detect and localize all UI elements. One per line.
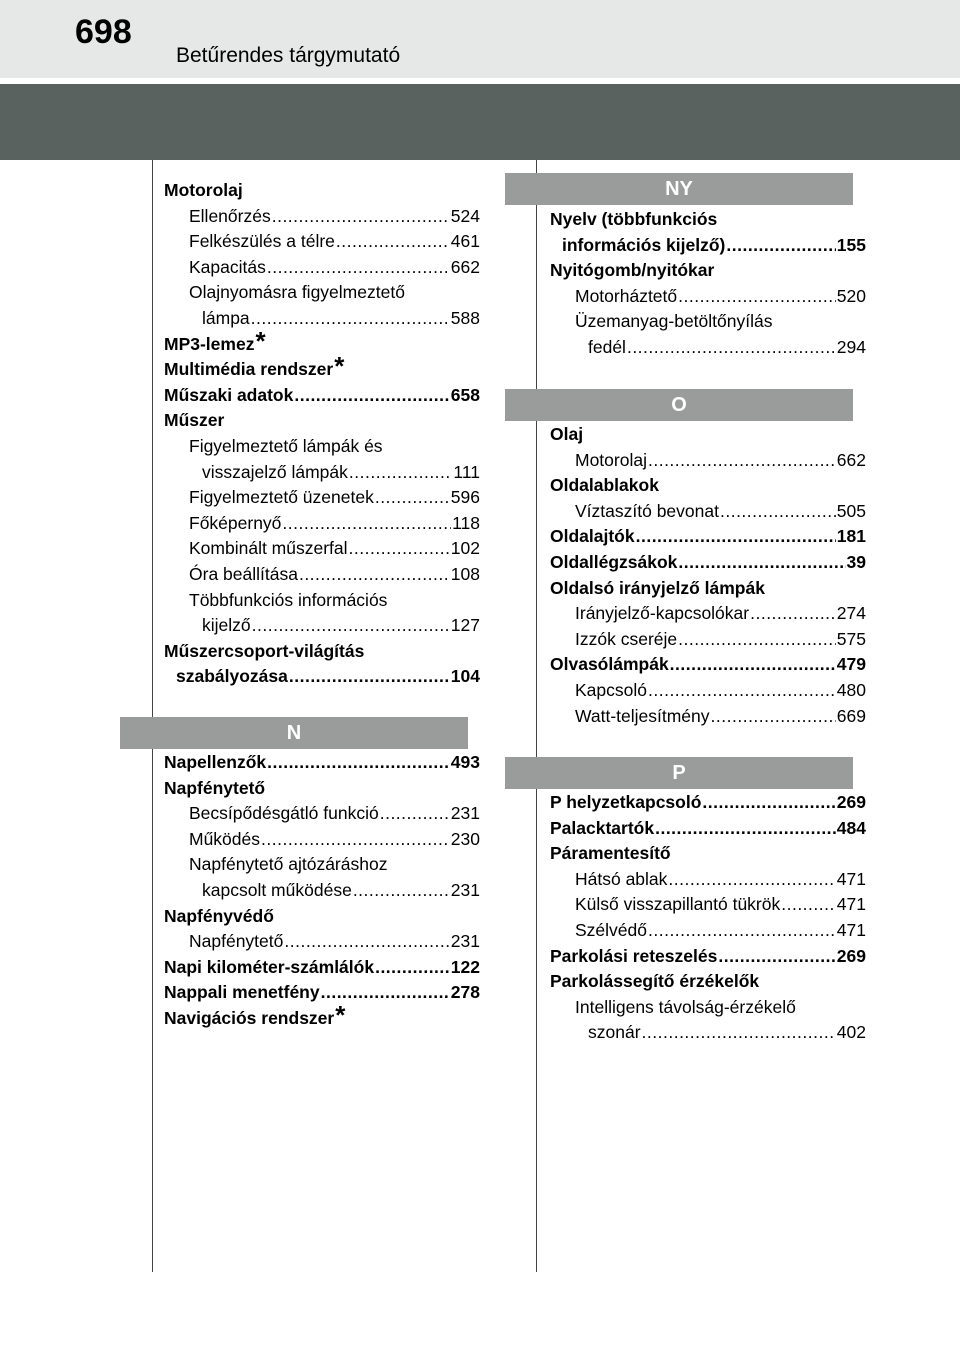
- entry-term: Parkolássegítő érzékelők: [550, 971, 760, 992]
- dot-leader: [282, 511, 451, 537]
- page-ref: 102: [450, 538, 480, 559]
- index-entry: Navigációs rendszer *: [164, 999, 346, 1030]
- index-entry: [550, 652, 866, 678]
- entry-term: Becsípődésgátló funkció: [189, 803, 379, 824]
- index-entry: [164, 955, 480, 981]
- index-entry: [164, 536, 480, 562]
- index-list-p: [550, 790, 866, 1046]
- entry-term: Ellenőrzés: [189, 205, 271, 226]
- entry-term: Watt-teljesítmény: [575, 705, 710, 726]
- entry-term: Olaj: [550, 424, 584, 444]
- dot-leader: [702, 790, 835, 816]
- entry-term: Nyitógomb/nyitókar: [550, 260, 715, 281]
- index-entry: [550, 627, 866, 653]
- dot-leader: [349, 460, 453, 486]
- dot-leader: [718, 944, 835, 970]
- page-ref: 118: [452, 512, 480, 533]
- index-entry: [550, 704, 866, 730]
- page-ref: 230: [450, 828, 480, 849]
- index-entry: Multimédia rendszer *: [164, 351, 345, 382]
- dot-leader: [750, 601, 836, 627]
- dot-leader: [294, 383, 449, 409]
- dot-leader: [380, 801, 450, 827]
- entry-term: Szélvédő: [575, 919, 647, 940]
- index-entry: [550, 207, 866, 233]
- page-ref: 471: [836, 894, 866, 915]
- page-number: 698: [75, 13, 132, 51]
- header-band: [0, 84, 960, 160]
- index-entry: [164, 178, 480, 204]
- page-ref: 479: [836, 654, 866, 675]
- index-entry: [550, 867, 866, 893]
- dot-leader: [648, 918, 836, 944]
- entry-term: Külső visszapillantó tükrök: [575, 894, 781, 915]
- page-ref: 181: [836, 526, 866, 547]
- section-header-n: N: [120, 717, 468, 749]
- index-entry: [164, 255, 480, 281]
- index-entry: [550, 258, 866, 284]
- index-entry: [550, 892, 866, 918]
- index-list-ny: [550, 207, 866, 361]
- index-entry: [164, 280, 480, 306]
- page-ref: 274: [836, 603, 866, 624]
- page-ref: 155: [836, 234, 866, 255]
- index-entry: [164, 460, 480, 486]
- index-entry: [550, 473, 866, 499]
- entry-term: Műszer: [164, 410, 225, 431]
- page-ref: 269: [836, 792, 866, 812]
- dot-leader: [267, 750, 450, 776]
- page-ref: 596: [450, 487, 480, 508]
- index-entry: [164, 878, 480, 904]
- index-entry: [164, 980, 480, 1006]
- index-entry: [550, 944, 866, 970]
- index-entry: [164, 776, 480, 802]
- index-entry: [164, 929, 480, 955]
- entry-term: Működés: [189, 828, 261, 849]
- index-entry: [550, 448, 866, 474]
- dot-leader: [678, 627, 836, 653]
- dot-leader: [720, 499, 836, 525]
- index-entry: [550, 918, 866, 944]
- entry-term: MP3-lemez: [164, 333, 255, 354]
- right-column-rule: [536, 160, 537, 1272]
- index-entry: [550, 550, 866, 576]
- dot-leader: [636, 524, 836, 550]
- index-entry: [550, 576, 866, 602]
- entry-term: szonár: [588, 1022, 641, 1043]
- index-entry: [164, 852, 480, 878]
- entry-term: Motorháztető: [575, 285, 678, 306]
- index-entry: [550, 1020, 866, 1046]
- section-header-p: P: [505, 757, 853, 789]
- entry-term: szabályozása: [176, 666, 288, 687]
- index-entry: [164, 588, 480, 614]
- entry-term: Figyelmeztető lámpák és: [189, 435, 383, 456]
- entry-term: kapcsolt működése: [202, 879, 352, 900]
- entry-term: Olvasólámpák: [550, 654, 669, 675]
- index-entry: [164, 904, 480, 930]
- page-ref: 524: [450, 205, 480, 226]
- page-ref: 471: [836, 919, 866, 940]
- index-entry: [550, 816, 866, 842]
- entry-term: Parkolási reteszelés: [550, 945, 718, 966]
- index-entry: [164, 229, 480, 255]
- index-entry: [550, 601, 866, 627]
- index-entry: [164, 204, 480, 230]
- index-entry: MP3-lemez *: [164, 325, 266, 356]
- index-entry: [550, 284, 866, 310]
- dot-leader: [648, 678, 836, 704]
- index-entry: [164, 562, 480, 588]
- dot-leader: [272, 204, 450, 230]
- page-ref: 127: [450, 615, 480, 636]
- entry-term: információs kijelző): [562, 234, 726, 255]
- entry-term: Többfunkciós információs: [189, 589, 388, 610]
- index-entry: [164, 613, 480, 639]
- entry-term: lámpa: [202, 307, 250, 328]
- entry-term: Motorolaj: [575, 449, 647, 470]
- entry-term: Napfénytető ajtózáráshoz: [189, 854, 388, 875]
- page-ref: 662: [836, 449, 866, 470]
- dot-leader: [678, 550, 845, 576]
- index-entry: [550, 422, 866, 448]
- entry-term: Palacktartók: [550, 817, 655, 838]
- entry-term: Nyelv (többfunkciós: [550, 209, 718, 229]
- page-ref: 231: [450, 803, 480, 824]
- dot-leader: [678, 284, 836, 310]
- entry-term: Oldalajtók: [550, 526, 635, 547]
- index-entry: [164, 750, 480, 776]
- section-header-ny: NY: [505, 173, 853, 205]
- index-entry: [550, 841, 866, 867]
- entry-term: Irányjelző-kapcsolókar: [575, 603, 750, 624]
- entry-term: Üzemanyag-betöltőnyílás: [575, 311, 773, 332]
- entry-term: Intelligens távolság-érzékelő: [575, 996, 796, 1017]
- page-ref: 278: [450, 982, 480, 1003]
- dot-leader: [353, 878, 450, 904]
- page-ref: 471: [836, 868, 866, 889]
- entry-term: Műszercsoport-világítás: [164, 640, 365, 661]
- entry-term: fedél: [588, 336, 626, 357]
- dot-leader: [267, 255, 450, 281]
- entry-term: Napi kilométer-számlálók: [164, 956, 375, 977]
- dot-leader: [726, 233, 835, 259]
- page-ref: 658: [450, 384, 480, 405]
- page-ref: 111: [453, 461, 480, 482]
- dot-leader: [627, 335, 836, 361]
- dot-leader: [261, 827, 450, 853]
- entry-term: Kapcsoló: [575, 679, 647, 700]
- entry-term: Motorolaj: [164, 180, 243, 200]
- page-ref: 575: [836, 628, 866, 649]
- index-entry: [164, 306, 480, 332]
- entry-term: Víztaszító bevonat: [575, 500, 719, 521]
- entry-term: Páramentesítő: [550, 843, 671, 864]
- index-entry: [550, 233, 866, 259]
- entry-term: P helyzetkapcsoló: [550, 792, 702, 812]
- page-ref: 484: [836, 817, 866, 838]
- page-ref: 39: [846, 551, 866, 572]
- entry-term: Napellenzők: [164, 752, 267, 772]
- page-ref: 231: [450, 931, 480, 952]
- entry-term: Nappali menetfény: [164, 982, 320, 1003]
- page-ref: 294: [836, 336, 866, 357]
- entry-term: Főképernyő: [189, 512, 282, 533]
- entry-term: Műszaki adatok: [164, 384, 294, 405]
- header-bar: [0, 0, 960, 78]
- dot-leader: [655, 816, 836, 842]
- index-entry: [550, 524, 866, 550]
- dot-leader: [349, 536, 450, 562]
- page-ref: 122: [450, 956, 480, 977]
- page-ref: 669: [836, 705, 866, 726]
- index-entry: [164, 485, 480, 511]
- dot-leader: [642, 1020, 836, 1046]
- index-entry: [550, 969, 866, 995]
- index-entry: [164, 639, 480, 665]
- dot-leader: [284, 929, 449, 955]
- entry-term: Kapacitás: [189, 256, 266, 277]
- page-ref: 520: [836, 285, 866, 306]
- entry-term: Oldallégzsákok: [550, 551, 678, 572]
- entry-term: visszajelző lámpák: [202, 461, 348, 482]
- index-entry: [550, 678, 866, 704]
- index-entry: [550, 335, 866, 361]
- dot-leader: [336, 229, 450, 255]
- index-entry: [164, 408, 480, 434]
- dot-leader: [252, 613, 450, 639]
- entry-term: Figyelmeztető üzenetek: [189, 487, 374, 508]
- entry-term: Óra beállítása: [189, 563, 298, 584]
- entry-term: Izzók cseréje: [575, 628, 678, 649]
- page-ref: 461: [450, 231, 480, 252]
- index-entry: [164, 434, 480, 460]
- index-entry: [550, 309, 866, 335]
- index-entry: [550, 995, 866, 1021]
- index-entry: [550, 499, 866, 525]
- entry-term: Oldalsó irányjelző lámpák: [550, 577, 765, 598]
- dot-leader: [375, 485, 450, 511]
- dot-leader: [251, 306, 450, 332]
- index-list-o: [550, 422, 866, 729]
- entry-term: Oldalablakok: [550, 475, 659, 496]
- dot-leader: [781, 892, 836, 918]
- index-entry: [164, 827, 480, 853]
- dot-leader: [648, 448, 836, 474]
- index-entry: [164, 801, 480, 827]
- index-entry: [164, 511, 480, 537]
- entry-term: kijelző: [202, 615, 251, 636]
- page-ref: 493: [450, 752, 480, 772]
- index-entry: [550, 790, 866, 816]
- page-ref: 505: [836, 500, 866, 521]
- page-ref: 662: [450, 256, 480, 277]
- section-header-o: O: [505, 389, 853, 421]
- entry-term: Napfénytető: [164, 777, 266, 798]
- index-entry: [164, 664, 480, 690]
- index-list-n: [164, 750, 480, 1032]
- dot-leader: [289, 664, 450, 690]
- index-entry: [164, 383, 480, 409]
- page-ref: 108: [450, 563, 480, 584]
- dot-leader: [375, 955, 450, 981]
- page-title: Betűrendes tárgymutató: [176, 44, 401, 67]
- page-ref: 269: [836, 945, 866, 966]
- dot-leader: [711, 704, 836, 730]
- dot-leader: [299, 562, 450, 588]
- entry-term: Navigációs rendszer: [164, 1007, 335, 1028]
- entry-term: Felkészülés a télre: [189, 231, 335, 252]
- entry-term: Kombinált műszerfal: [189, 538, 348, 559]
- entry-term: Olajnyomásra figyelmeztető: [189, 282, 405, 303]
- page-ref: 231: [450, 879, 480, 900]
- page-ref: 402: [836, 1022, 866, 1043]
- entry-term: Multimédia rendszer: [164, 359, 334, 380]
- dot-leader: [668, 867, 835, 893]
- left-column-rule: [152, 160, 153, 1272]
- page-ref: 480: [836, 679, 866, 700]
- entry-term: Hátsó ablak: [575, 868, 668, 889]
- dot-leader: [670, 652, 836, 678]
- page-ref: 588: [450, 307, 480, 328]
- entry-term: Napfénytető: [189, 931, 284, 952]
- page-ref: 104: [450, 666, 480, 687]
- entry-term: Napfényvédő: [164, 905, 274, 926]
- index-list-m: [164, 178, 480, 690]
